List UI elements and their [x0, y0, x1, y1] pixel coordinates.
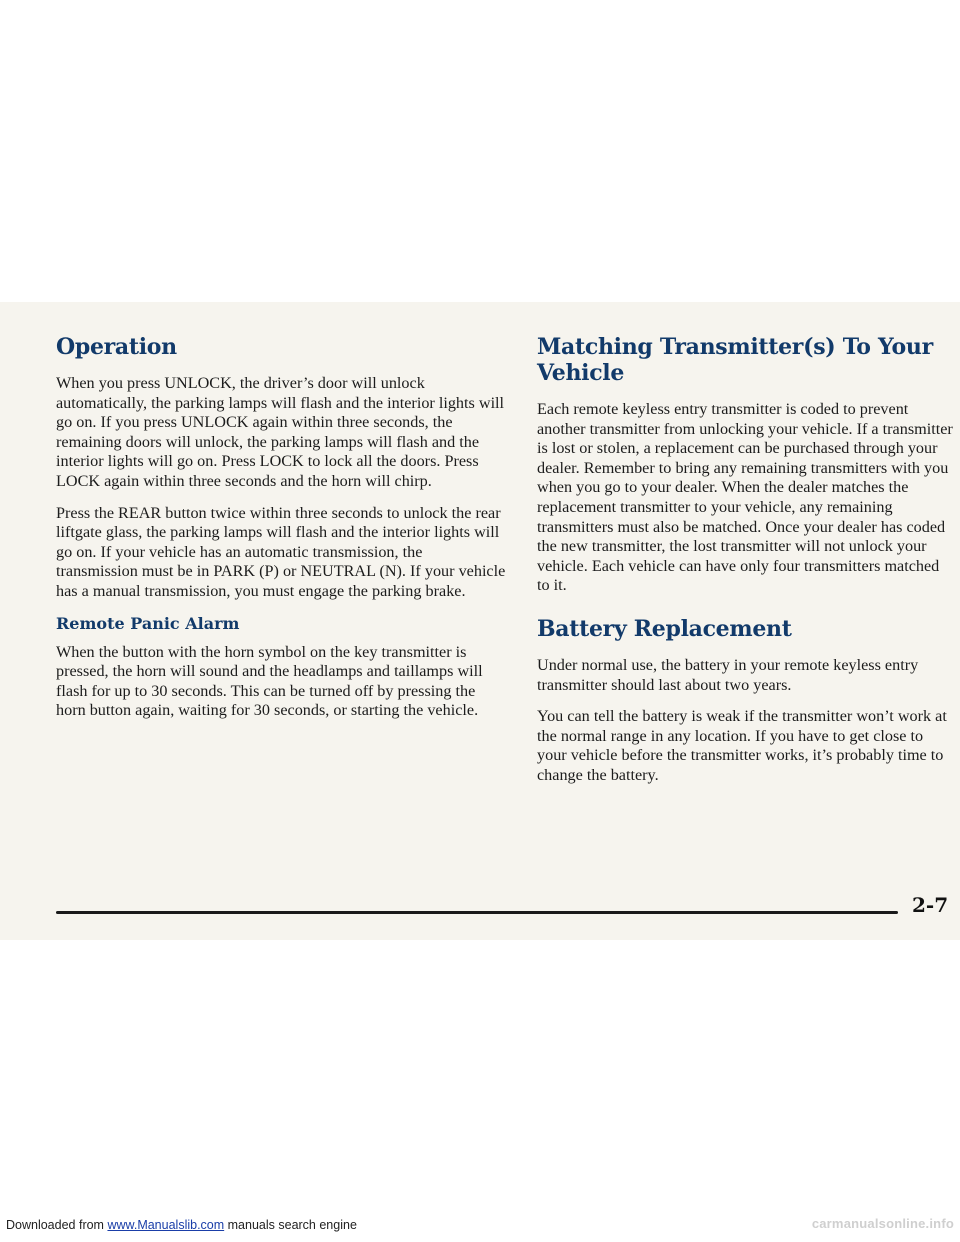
- footer-prefix: Downloaded from: [6, 1218, 108, 1232]
- page-number: 2-7: [912, 893, 949, 917]
- right-column: [537, 334, 955, 798]
- battery-paragraph-2: You can tell the battery is weak if the transmitter won’t work at the normal range in any location. If you have to get close to your vehicle before the transmitter works, it’s probably time to change the battery.: [537, 707, 947, 784]
- panic-alarm-paragraph: When the button with the horn symbol on the key transmitter is pressed, the horn will sound and the headlamps and taillamps will flash for up to 30 seconds. This can be turned off by pressing the horn button again, waiting for 30 seconds, or starting the vehicle.: [56, 642, 483, 720]
- footer-suffix: manuals search engine: [224, 1218, 357, 1232]
- battery-paragraph-1: Under normal use, the battery in your remote keyless entry transmitter should last about two years.: [537, 655, 919, 694]
- operation-paragraph-2: Press the REAR button twice within three seconds to unlock the rear liftgate glass, the parking lamps will flash and the interior lights will go on. If your vehicle has an automatic transmission, the transmission must be in PARK (P) or NEUTRAL (N). If your vehicle has a manual transmission, you must engage the parking brake.: [56, 503, 506, 600]
- manualslib-link[interactable]: www.Manualslib.com: [107, 1218, 225, 1232]
- operation-paragraph-1: When you press UNLOCK, the driver’s door will unlock automatically, the parking lamps will flash and the interior lights will go on. If you press UNLOCK again within three seconds, the remaining doors will unlock, the parking lamps will flash and the interior lights will go on. Press LOCK to lock all the doors. Press LOCK again within three seconds and the horn will chirp.: [56, 374, 505, 490]
- watermark-brand: carmanualsonline.info: [811, 1216, 954, 1231]
- download-footer: [6, 1218, 357, 1232]
- battery-replacement-heading: Battery Replacement: [537, 615, 792, 642]
- footer-rule: [56, 911, 898, 914]
- remote-panic-alarm-heading: Remote Panic Alarm: [56, 613, 240, 633]
- matching-paragraph: Each remote keyless entry transmitter is coded to prevent another transmitter from unlocking your vehicle. If a transmitter is lost or stolen, a replacement can be purchased through your dealer. Remember to bring any remaining transmitters with you when you go to your dealer. When the dealer matches the replacement transmitter to your vehicle, any remaining transmitters must also be matched. Once your dealer has coded the new transmitter, the lost transmitter will not unlock your vehicle. Each vehicle can have only four transmitters matched to it.: [537, 400, 953, 595]
- left-column: [56, 334, 506, 733]
- matching-transmitters-heading: Matching Transmitter(s) To Your Vehicle: [537, 334, 933, 386]
- operation-heading: Operation: [56, 334, 177, 360]
